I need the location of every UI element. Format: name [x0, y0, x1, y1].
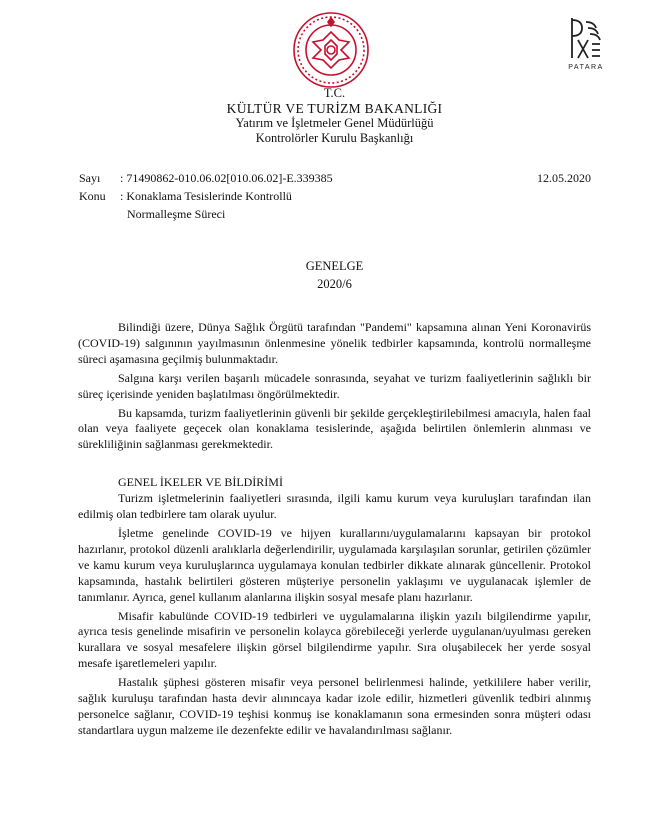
- konu-row: [79, 187, 599, 205]
- section-heading: GENEL İKELER VE BİLDİRİMİ: [118, 475, 283, 490]
- tc-label: T.C.: [323, 86, 346, 100]
- ministry-emblem-icon: [291, 10, 371, 90]
- document-date: 12.05.2020: [537, 171, 591, 185]
- section-paragraph: Turizm işletmelerinin faaliyetleri sırasında, ilgili kamu kurum veya kuruluşları tarafından ilan edilmiş olan tedbirlere tam olarak uyulur.: [78, 491, 591, 522]
- document-body: [78, 320, 591, 739]
- patara-label: PATARA: [568, 64, 604, 71]
- board-name: Kontrolörler Kurulu Başkanlığı: [255, 131, 414, 145]
- ministry-name: KÜLTÜR VE TURİZM BAKANLIĞI: [226, 101, 443, 116]
- directorate-name: Yatırım ve İşletmeler Genel Müdürlüğü: [235, 116, 434, 130]
- section-paragraph: Hastalık şüphesi gösteren misafir veya personel belirlenmesi halinde, yetkililere haber verilir, sağlık kuruluşu tarafından hasta devir alınıncaya kadar izole edilir, hizmetleri güvenlik tedbiri alınmış personelce sağlanır, COVID-19 teşhisi konmuş ise konaklamanın sona ermesinden sonra müşteri odası standartlara uygun malzeme ile dezenfekte edilir ve havalandırılması sağlanır.: [78, 675, 591, 737]
- patara-logo-icon: [560, 14, 612, 84]
- body-paragraph: Bilindiği üzere, Dünya Sağlık Örgütü tarafından "Pandemi" kapsamına alınan Yeni Koronavirüs (COVID-19) salgınının yayılmasının önlenmesine yönelik tedbirler kapsamında, kontrolü normalleşme süreci aşamasına geçilmiş bulunmaktadır.: [78, 320, 591, 366]
- konu-value-line2: Normalleşme Süreci: [127, 207, 226, 221]
- body-paragraph: Bu kapsamda, turizm faaliyetlerinin güvenli bir şekilde gerçekleştirilebilmesi amacıyla, halen faal olan veya faaliyete geçecek olan konaklama tesislerinde, aşağıda belirtilen önlemlerin alınması ve sürekliliğinin sağlanması gerekmektedir.: [78, 405, 591, 452]
- section-paragraph: İşletme genelinde COVID-19 ve hijyen kurallarını/uygulamalarını kapsayan bir protokol hazırlanır, protokol düzenli aralıklarla değerlendirilir, uygulamada karşılaşılan sorunlar, getirilen çözümler ve kamu kurum veya kuruluşlarınca uygulamaya konulan tedbirler dikkate alınarak güncellenir. Protokol kapsamında, hastalık belirtileri gösteren müşteriye personelin yaklaşımı ve uygulanacak işlemler de tanımlanır. Ayrıca, genel kullanım alanlarına ilişkin sosyal mesafe planı hazırlanır.: [78, 525, 591, 604]
- title-number: 2020/6: [317, 277, 352, 291]
- konu-label: Konu: [79, 189, 106, 203]
- sayi-row: [79, 169, 599, 187]
- body-paragraph: Salgına karşı verilen başarılı mücadele sonrasında, seyahat ve turizm faaliyetlerinin sağlıklı bir süreç içerisinde yeniden başlatılması öngörülmektedir.: [78, 370, 591, 401]
- letterhead: [0, 86, 669, 146]
- sayi-value: : 71490862-010.06.02[010.06.02]-E.339385: [120, 171, 333, 185]
- title-main: GENELGE: [305, 259, 364, 273]
- section-paragraph: Misafir kabulünde COVID-19 tedbirleri ve uygulamalarına ilişkin yazılı bilgilendirme yapılır, ayrıca tesis genelinde misafirin ve personelin kolayca görebileceği yerlerde uygulanan/uyulması gereken kurallara ve sosyal mesafelere ilişkin görsel bilgilendirme yapılır. Sıra oluşabilecek her yerde sosyal mesafe işaretlemeleri yapılır.: [78, 608, 591, 671]
- sayi-label: Sayı: [79, 171, 101, 185]
- konu-value-line1: : Konaklama Tesislerinde Kontrollü: [120, 189, 292, 203]
- document-title: [0, 257, 669, 293]
- konu-row-2: [79, 205, 599, 223]
- document-meta: [79, 169, 599, 223]
